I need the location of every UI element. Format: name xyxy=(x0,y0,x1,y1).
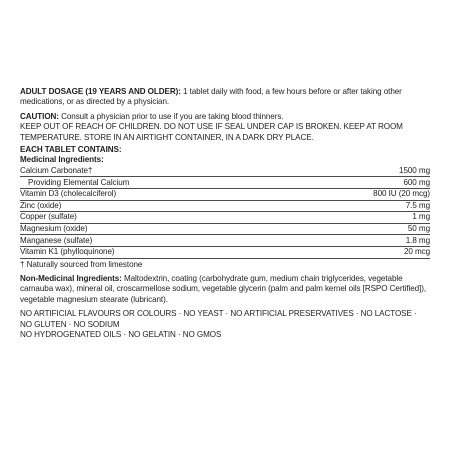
ingredient-row xyxy=(20,247,430,259)
ingredient-amount: 600 mg xyxy=(403,177,430,187)
each-tablet-heading-text: EACH TABLET CONTAINS: xyxy=(20,145,122,155)
ingredient-amount: 800 IU (20 mcg) xyxy=(373,189,430,199)
ingredient-amount: 1.8 mg xyxy=(405,235,430,245)
ingredient-row xyxy=(20,189,430,201)
supplement-label xyxy=(20,87,430,340)
ingredient-amount: 7.5 mg xyxy=(405,200,430,210)
ingredient-name: Calcium Carbonate† xyxy=(20,166,93,176)
ingredient-name: Providing Elemental Calcium xyxy=(28,177,130,187)
ingredient-row xyxy=(20,177,430,189)
dosage-text: 1 tablet daily with food, a few hours before or after taking other medications, or as directed by a physician. xyxy=(20,87,402,107)
ingredient-name: Vitamin K1 (phylloquinone) xyxy=(20,247,115,257)
ingredient-footnote: † Naturally sourced from limestone xyxy=(20,259,143,269)
ingredient-row xyxy=(20,166,430,178)
ingredient-amount: 1500 mg xyxy=(399,166,430,176)
ingredient-amount: 1 mg xyxy=(412,212,430,222)
non-medicinal-paragraph xyxy=(20,274,430,305)
ingredient-name: Manganese (sulfate) xyxy=(20,235,93,245)
ingredient-row xyxy=(20,201,430,213)
medicinal-heading xyxy=(20,155,430,165)
ingredient-row xyxy=(20,212,430,224)
caution-paragraph xyxy=(20,112,430,122)
ingredient-amount: 20 mcg xyxy=(403,247,430,257)
non-medicinal-text: Maltodextrin, coating (carbohydrate gum, medium chain triglycerides, vegetable carnauba wax), mineral oil, croscarmellose sodium, vegetable glycerin (palm and palm kernel oils [RSPO Certified]), vegetable magnesium stearate (lubricant). xyxy=(20,274,427,304)
ingredient-name: Zinc (oxide) xyxy=(20,200,62,210)
storage-warning: KEEP OUT OF REACH OF CHILDREN. DO NOT USE IF SEAL UNDER CAP IS BROKEN. KEEP AT ROOM TEMPERATURE. STORE IN AN AIRTIGHT CONTAINER, IN A DARK DRY PLACE. xyxy=(20,122,403,142)
each-tablet-heading xyxy=(20,145,430,155)
non-medicinal-heading: Non-Medicinal Ingredients: xyxy=(20,274,122,283)
caution-heading: CAUTION: xyxy=(20,111,59,121)
dosage-paragraph xyxy=(20,87,430,108)
dosage-heading: ADULT DOSAGE (19 YEARS AND OLDER): xyxy=(20,87,181,96)
ingredients-table xyxy=(20,166,430,259)
ingredient-name: Magnesium (oxide) xyxy=(20,224,88,233)
ingredient-row xyxy=(20,235,430,247)
free-from-line-2: NO HYDROGENATED OILS · NO GELATIN · NO GMOS xyxy=(20,330,222,340)
medicinal-heading-text: Medicinal Ingredients: xyxy=(20,155,104,165)
ingredient-row xyxy=(20,224,430,236)
ingredient-name: Vitamin D3 (cholecalciferol) xyxy=(20,189,117,199)
ingredient-name: Copper (sulfate) xyxy=(20,212,77,222)
caution-text: Consult a physician prior to use if you are taking blood thinners. xyxy=(61,111,284,121)
ingredient-amount: 50 mg xyxy=(407,224,430,233)
free-from-line-1: NO ARTIFICIAL FLAVOURS OR COLOURS · NO YEAST · NO ARTIFICIAL PRESERVATIVES · NO LACTOSE · NO GLUTEN · NO SODIUM xyxy=(20,309,417,329)
